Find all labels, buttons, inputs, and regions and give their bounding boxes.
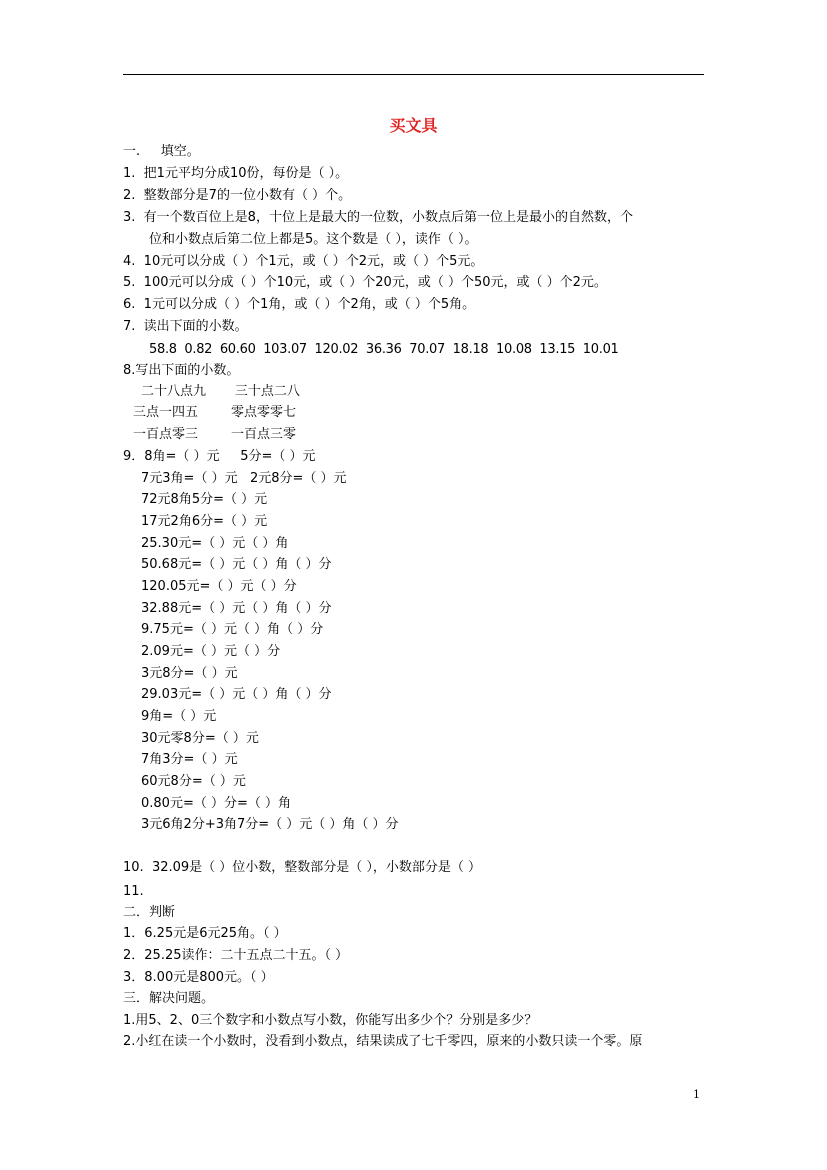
- conversion-line: 7元3角=（ ）元 2元8分=（ ）元: [141, 471, 347, 486]
- header-rule: [123, 74, 704, 75]
- conversion-line: 0.80元=（ ）分=（ ）角: [141, 796, 291, 811]
- page-title: 买文具: [389, 116, 438, 135]
- conversion-line: 120.05元=（ ）元（ ）分: [141, 579, 297, 594]
- conversion-line: 3元8分=（ ）元: [141, 666, 238, 681]
- conversion-line: 2.09元=（ ）元（ ）分: [141, 644, 281, 659]
- conversion-line: 9．8角=（ ）元 5分=（ ）元: [123, 449, 316, 464]
- section-heading-fill-blank: 一. 填空。: [123, 144, 200, 159]
- conversion-line: 30元零8分=（ ）元: [141, 731, 259, 746]
- chinese-decimal-pair: 二十八点九 三十点二八: [141, 384, 300, 399]
- page-number: 1: [693, 1088, 700, 1101]
- question-line: 1. 把1元平均分成10份，每份是（ ）。: [123, 166, 349, 181]
- conversion-line: 60元8分=（ ）元: [141, 774, 246, 789]
- question-line: 6. 1元可以分成（ ）个1角，或（ ）个2角，或（ ）个5角。: [123, 297, 476, 312]
- question-line: 位和小数点后第二位上都是5。这个数是（ ），读作（ ）。: [149, 232, 478, 247]
- section-heading-solve: 三．解决问题。: [123, 991, 215, 1006]
- judge-line: 1．6.25元是6元25角。（ ）: [123, 926, 287, 941]
- conversion-line: 17元2角6分=（ ）元: [141, 514, 268, 529]
- conversion-line: 25.30元=（ ）元（ ）角: [141, 536, 289, 551]
- conversion-line: 9角=（ ）元: [141, 709, 217, 724]
- question-line: 3. 有一个数百位上是8，十位上是最大的一位数，小数点后第一位上是最小的自然数，个: [123, 210, 633, 225]
- question-line: 4. 10元可以分成（ ）个1元，或（ ）个2元，或（ ）个5元。: [123, 254, 484, 269]
- problem-line: 2.小红在读一个小数时，没看到小数点，结果读成了七千零四，原来的小数只读一个零。原: [123, 1034, 643, 1049]
- judge-line: 2．25.25读作：二十五点二十五。（ ）: [123, 948, 349, 963]
- decimal-list: 58.8 0.82 60.60 103.07 120.02 36.36 70.07 18.18 10.08 13.15 10.01: [149, 342, 619, 357]
- chinese-decimal-pair: 三点一四五 零点零零七: [133, 405, 297, 420]
- question-line: 5. 100元可以分成（ ）个10元，或（ ）个20元，或（ ）个50元，或（ ）个2元。: [123, 275, 607, 290]
- question-line: 10. 32.09是（ ）位小数，整数部分是（ ），小数部分是（ ）: [123, 860, 482, 875]
- conversion-line: 29.03元=（ ）元（ ）角（ ）分: [141, 687, 332, 702]
- question-line: 2. 整数部分是7的一位小数有（ ）个。: [123, 188, 352, 203]
- question-line: 7. 读出下面的小数。: [123, 319, 248, 334]
- section-heading-judge: 二．判断: [123, 905, 176, 920]
- question-line: 11.: [123, 884, 144, 899]
- question-line: 8.写出下面的小数。: [123, 363, 240, 378]
- conversion-line: 72元8角5分=（ ）元: [141, 492, 268, 507]
- conversion-line: 3元6角2分+3角7分=（ ）元（ ）角（ ）分: [141, 817, 399, 832]
- judge-line: 3．8.00元是800元。（ ）: [123, 970, 274, 985]
- conversion-line: 7角3分=（ ）元: [141, 752, 238, 767]
- conversion-line: 32.88元=（ ）元（ ）角（ ）分: [141, 601, 332, 616]
- chinese-decimal-pair: 一百点零三 一百点三零: [133, 427, 297, 442]
- conversion-line: 50.68元=（ ）元（ ）角（ ）分: [141, 557, 332, 572]
- conversion-line: 9.75元=（ ）元（ ）角（ ）分: [141, 622, 324, 637]
- problem-line: 1.用5、2、0三个数字和小数点写小数，你能写出多少个？分别是多少？: [123, 1013, 538, 1028]
